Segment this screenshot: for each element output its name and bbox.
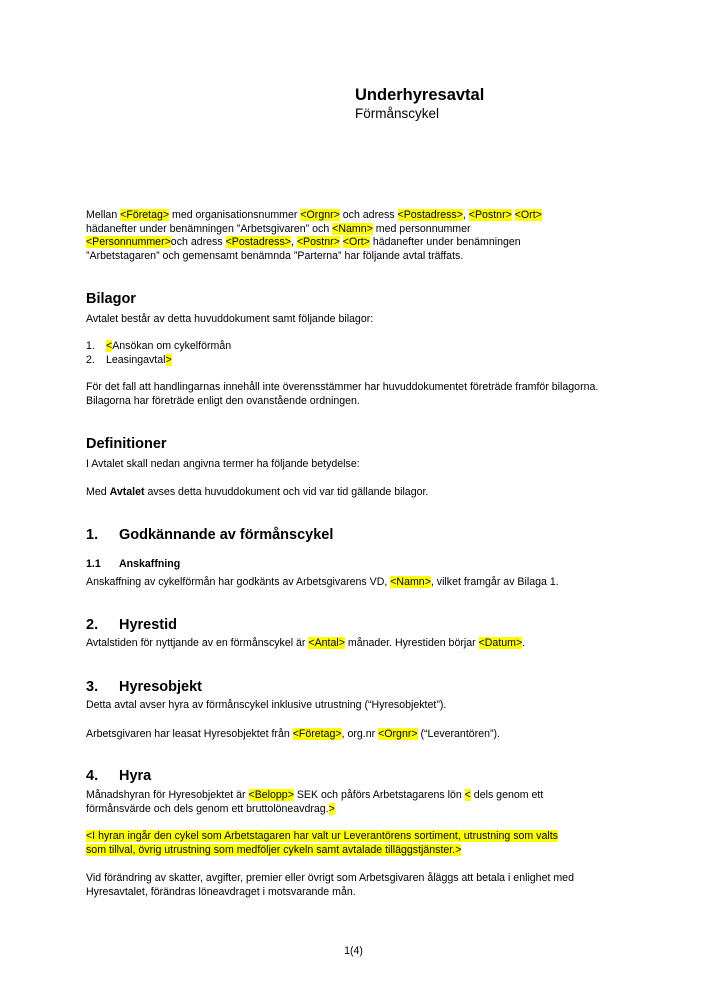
placeholder-postnr: <Postnr> — [296, 236, 340, 249]
section-4-text-3: Vid förändring av skatter, avgifter, premier eller övrigt som Arbetsgivaren åläggs att betala i enlighet med Hyresavtalet, förändras löneavdraget i motsvarande mån. — [86, 872, 574, 898]
list-item: 1. <Ansökan om cykelförmån — [86, 340, 232, 352]
section-1-1-heading: 1.1 Anskaffning — [86, 558, 181, 570]
placeholder-postadress: <Postadress> — [225, 236, 291, 249]
placeholder-orgnr: <Orgnr> — [378, 728, 418, 740]
document-title: Underhyresavtal — [355, 86, 485, 104]
document-subtitle: Förmånscykel — [355, 106, 440, 121]
section-3-text-2: Arbetsgivaren har leasat Hyresobjektet från <Företag>, org.nr <Orgnr> (“Leverantören”). — [86, 728, 500, 740]
placeholder-antal: <Antal> — [308, 637, 345, 649]
placeholder-ort: <Ort> — [342, 236, 370, 249]
placeholder-datum: <Datum> — [478, 637, 523, 649]
section-1-heading: 1. Godkännande av förmånscykel — [86, 527, 334, 543]
placeholder-belopp: <Belopp> — [248, 789, 294, 801]
section-2-text: Avtalstiden för nyttjande av en förmånscykel är <Antal> månader. Hyrestiden börjar <Datum>. — [86, 637, 526, 649]
bilagor-heading: Bilagor — [86, 291, 136, 307]
section-3-heading: 3. Hyresobjekt — [86, 679, 203, 695]
section-4-text-2: <I hyran ingår den cykel som Arbetstagaren har valt ur Leverantörens sortiment, utrustning som valts som tillval, övrig utrustning som medföljer cykeln samt avtalade tilläggstjänster.> — [86, 830, 558, 856]
placeholder-postadress: <Postadress> — [397, 209, 463, 221]
intro-line-3: <Personnummer>och adress <Postadress>, <Postnr> <Ort> hädanefter under benämningen — [86, 236, 521, 249]
definitioner-text: I Avtalet skall nedan angivna termer ha följande betydelse: — [86, 458, 360, 470]
placeholder-postnr: <Postnr> — [468, 209, 512, 221]
intro-paragraph — [86, 209, 626, 263]
bilagor-note: För det fall att handlingarnas innehåll inte överensstämmer har huvuddokumentet företräde framför bilagorna. Bilagorna har företräde enligt den ovanstående ordningen. — [86, 381, 599, 407]
placeholder-foretag: <Företag> — [120, 209, 170, 221]
placeholder-orgnr: <Orgnr> — [300, 209, 340, 221]
bilagor-list — [86, 340, 231, 367]
list-item: 2. Leasingavtal> — [86, 353, 172, 366]
section-2-heading: 2. Hyrestid — [86, 617, 178, 633]
bilagor-text: Avtalet består av detta huvuddokument samt följande bilagor: — [86, 313, 374, 325]
section-4-text-1: Månadshyran för Hyresobjektet är <Belopp> SEK och påförs Arbetstagarens lön < dels genom ett förmånsvärde och dels genom ett bruttolöneavdrag.> — [86, 789, 544, 815]
placeholder-ort: <Ort> — [514, 209, 542, 221]
intro-line-2: hädanefter under benämningen ”Arbetsgivaren” och <Namn> med personnummer — [86, 222, 471, 235]
definitioner-line: Med Avtalet avses detta huvuddokument och vid var tid gällande bilagor. — [86, 486, 429, 498]
placeholder-foretag: <Företag> — [292, 728, 342, 740]
section-1-1-text: Anskaffning av cykelförmån har godkänts av Arbetsgivarens VD, <Namn>, vilket framgår av Bilaga 1. — [86, 576, 559, 588]
definitioner-heading: Definitioner — [86, 436, 167, 452]
placeholder-personnummer: <Personnummer> — [86, 236, 171, 249]
placeholder-namn: <Namn> — [332, 222, 373, 235]
intro-line-4: ”Arbetstagaren” och gemensamt benämnda ”Parterna” har följande avtal träffats. — [86, 249, 464, 262]
page-number: 1(4) — [344, 945, 363, 957]
intro-line-1: Mellan <Företag> med organisationsnummer <Orgnr> och adress <Postadress>, <Postnr> <Ort> — [86, 209, 542, 221]
placeholder-namn: <Namn> — [390, 576, 431, 588]
section-3-text-1: Detta avtal avser hyra av förmånscykel inklusive utrustning (“Hyresobjektet”). — [86, 699, 447, 711]
section-4-heading: 4. Hyra — [86, 768, 152, 784]
